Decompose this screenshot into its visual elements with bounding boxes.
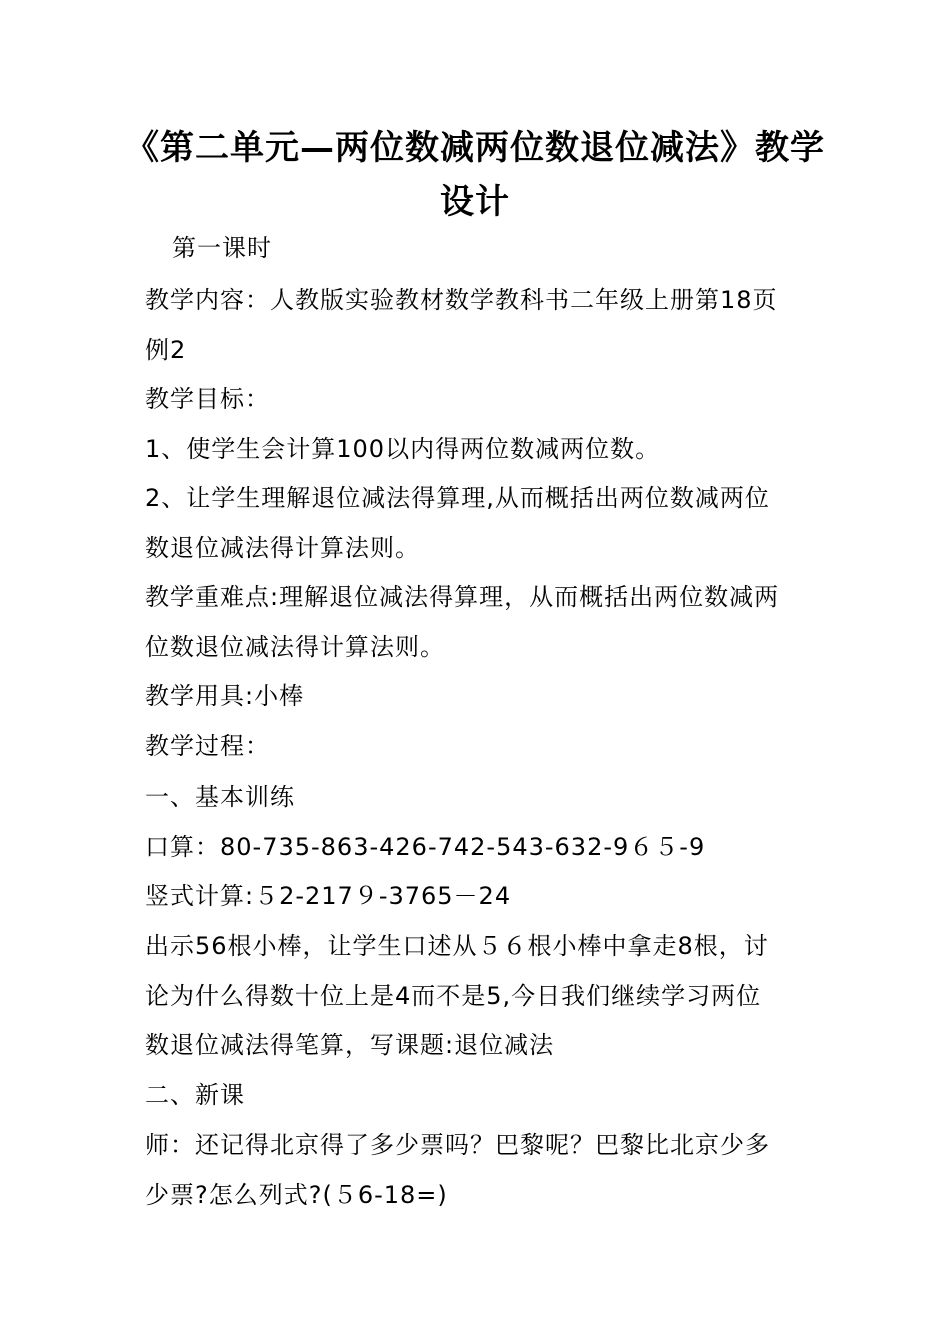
key-difficulty: 教学重难点:理解退位减法得算理，从而概括出两位数减两 — [145, 583, 780, 611]
vertical-calculation: 竖式计算:５2-217９-3765－24 — [145, 882, 512, 910]
goal-2: 2、让学生理解退位减法得算理,从而概括出两位数减两位 — [145, 484, 770, 512]
paragraph-line: 数退位减法得笔算，写课题:退位减法 — [145, 1031, 555, 1059]
teaching-content-cont: 例2 — [145, 336, 187, 364]
key-difficulty-cont: 位数退位减法得计算法则。 — [145, 633, 445, 661]
document-title-line-1: 《第二单元—两位数减两位数退位减法》教学 — [125, 128, 825, 168]
section-basic-training: 一、基本训练 — [145, 783, 295, 811]
lesson-period: 第一课时 — [172, 234, 272, 262]
teacher-question: 师：还记得北京得了多少票吗？巴黎呢？巴黎比北京少多 — [145, 1131, 770, 1159]
document-title-line-2: 设计 — [440, 182, 510, 222]
teaching-content: 教学内容：人教版实验教材数学教科书二年级上册第18页 — [145, 286, 778, 314]
paragraph-line: 出示56根小棒，让学生口述从５６根小棒中拿走8根，讨 — [145, 932, 769, 960]
teaching-tools: 教学用具:小棒 — [145, 682, 305, 710]
teaching-process-heading: 教学过程： — [145, 732, 270, 760]
teaching-goals-heading: 教学目标： — [145, 385, 270, 413]
goal-1: 1、使学生会计算100以内得两位数减两位数。 — [145, 435, 661, 463]
section-new-lesson: 二、新课 — [145, 1081, 245, 1109]
paragraph-line: 论为什么得数十位上是4而不是5,今日我们继续学习两位 — [145, 982, 762, 1010]
oral-calculation: 口算：80-735-863-426-742-543-632-9６５-9 — [145, 833, 706, 861]
teacher-question-cont: 少票?怎么列式?(５6-18=) — [145, 1181, 448, 1209]
goal-2-cont: 数退位减法得计算法则。 — [145, 534, 420, 562]
